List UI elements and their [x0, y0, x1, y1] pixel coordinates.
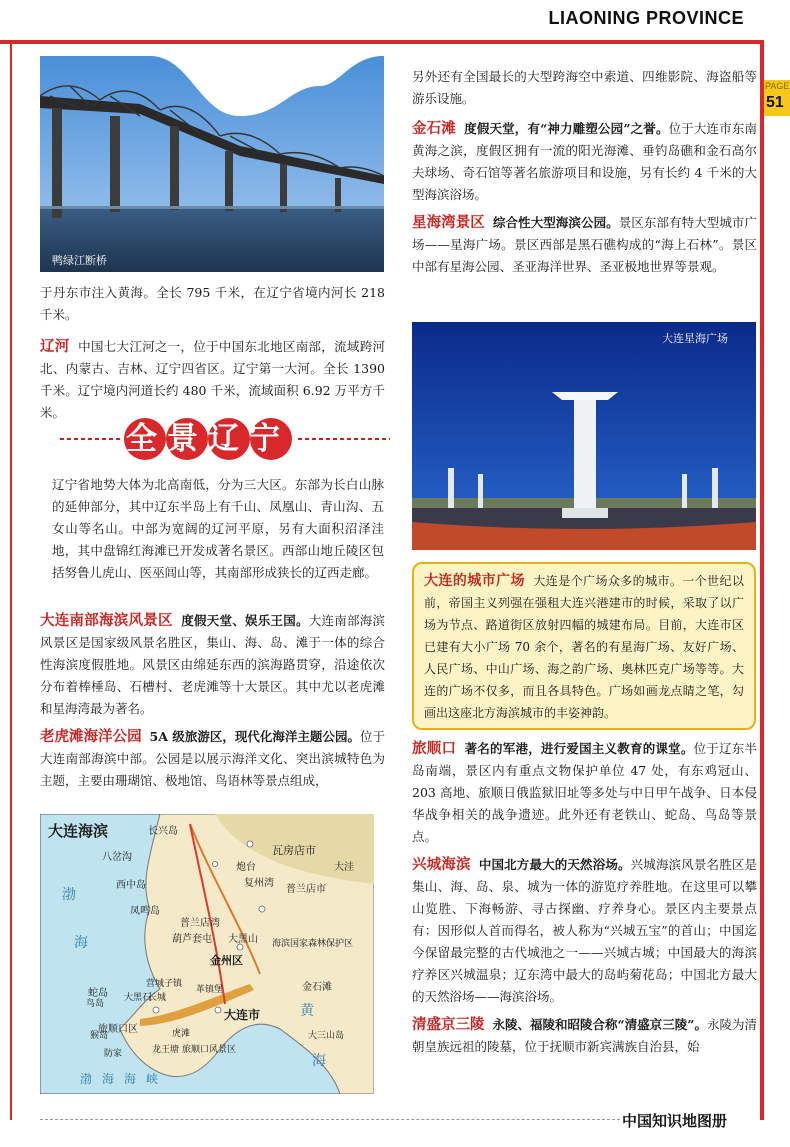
- left-rule: [10, 40, 12, 1120]
- map-sea-3: 海: [312, 1053, 326, 1069]
- right-column-top: [412, 66, 757, 278]
- map-sea-0: 渤: [62, 887, 76, 903]
- map-place-11: 金州区: [210, 954, 243, 967]
- section-banner: [60, 417, 390, 461]
- map-sea-1: 海: [74, 935, 88, 951]
- map-place-15: 蛇岛: [88, 988, 108, 999]
- bridge-photo: [40, 56, 384, 272]
- liaohe-text: 中国七大江河之一，位于中国东北地区南部，流域跨河北、内蒙古、吉林、辽宁四省区。辽宁第一大河。全长 1390 千米。辽宁境内河道长约 480 千米，流域面积 6.92 万平方千米。: [40, 339, 385, 420]
- map-place-22: 旅顺口区: [98, 1024, 138, 1035]
- square-caption: 大连星海广场: [662, 332, 728, 345]
- liaohe-heading: 辽河: [40, 339, 70, 355]
- map-place-21: 猴岛: [90, 1031, 109, 1041]
- lvshunkou-subtitle: 著名的军港，进行爱国主义教育的课堂。: [464, 741, 694, 756]
- map-sea-2: 黄: [300, 1003, 314, 1019]
- header-title: LIAONING PROVINCE: [548, 8, 744, 28]
- province-intro: 辽宁省地势大体为北高南低，分为三大区。东部为长白山脉的延伸部分，其中辽东半岛上有千山、凤凰山、青山沟、五女山等名山。中部为宽阔的辽河平原，另有大面积沼泽洼地，其中盘锦红海滩已开发成著名景区。西部山地丘陵区包括努鲁儿虎山、医巫闾山等，其南部形成狭长的辽西走廊。: [52, 477, 384, 580]
- left-column: [40, 282, 385, 424]
- map-place-28: 防家: [104, 1049, 123, 1059]
- square-photo: [412, 322, 756, 550]
- jinshitan-subtitle: 度假天堂，有“神力雕塑公园”之誉。: [464, 121, 669, 136]
- tiger-beach-heading: 老虎滩海洋公园: [40, 729, 142, 745]
- map-place-5: 西中岛: [116, 880, 146, 891]
- dalian-south-subtitle: 度假天堂、娱乐王国。: [181, 613, 309, 628]
- jinshitan-heading: 金石滩: [412, 121, 456, 137]
- map-place-18: 大黑石: [124, 993, 152, 1003]
- tiger-tail: 另外还有全国最长的大型跨海空中索道、四维影院、海盗船等游乐设施。: [412, 69, 757, 106]
- map-place-13: 海滨国家森林保护区: [272, 939, 354, 949]
- map-place-19: 长城: [148, 993, 167, 1003]
- lvshunkou-text: 位于辽东半岛南端，景区内有重点文物保护单位 47 处，有东鸡冠山、203 高地、旅顺日俄监狱旧址等多处与中日甲午战争、日本侵华战争相关的战争遗迹。此外还有老铁山、蛇岛、鸟岛等景点。: [412, 741, 757, 844]
- tiger-beach-text: 位于大连南部海滨中部。公园是以展示海洋文化、突出滨城特色为主题，主要由珊瑚馆、极地馆、鸟语林等景点组成，: [40, 729, 385, 788]
- right-rule: [760, 40, 764, 1120]
- map-place-23: 大连市: [224, 1008, 261, 1022]
- qingsheng-subtitle: 永陵、福陵和昭陵合称“清盛京三陵”。: [492, 1017, 707, 1032]
- yalu-tail: 于丹东市注入黄海。全长 795 千米，在辽宁省境内河长 218 千米。: [40, 285, 385, 322]
- map-place-25: 虎滩: [172, 1029, 191, 1039]
- map-place-1: 八岔沟: [102, 852, 132, 863]
- xingcheng-subtitle: 中国北方最大的天然浴场。: [478, 857, 631, 872]
- qingsheng-text: 永陵为清朝皇族远祖的陵墓，位于抚顺市新宾满族自治县，始: [412, 1017, 757, 1054]
- map-place-2: 瓦房店市: [272, 844, 316, 857]
- top-rule: [0, 40, 762, 44]
- city-square-sidebar: [412, 562, 756, 730]
- map-sea-4: 渤海海峡: [80, 1072, 169, 1086]
- jinshitan-text: 位于大连市东南黄海之滨，度假区拥有一流的阳光海滩、垂钓岛礁和金石高尔夫球场、奇石馆等著名旅游项目和设施，另有长约 4 千米的大型海滨浴场。: [412, 121, 757, 202]
- xinghai-heading: 星海湾景区: [412, 215, 485, 231]
- page-number: 51: [766, 94, 784, 111]
- page-tab: [764, 80, 790, 116]
- map-place-4: 大洼: [334, 862, 354, 873]
- qingsheng-heading: 清盛京三陵: [412, 1017, 485, 1033]
- map-place-17: 革镇堡: [196, 985, 224, 995]
- map-place-0: 长兴岛: [148, 826, 178, 837]
- lvshunkou-heading: 旅顺口: [412, 741, 457, 757]
- map-place-10: 葫芦套屯: [172, 934, 212, 945]
- map-place-24: 大三山岛: [308, 1031, 345, 1041]
- map-place-6: 普兰店市: [286, 884, 326, 895]
- map-place-14: 金石滩: [302, 982, 332, 993]
- footer-title: 中国知识地图册: [622, 1112, 728, 1130]
- tiger-beach-subtitle: 5A 级旅游区，现代化海洋主题公园。: [149, 729, 360, 744]
- map-place-12: 大黑山: [228, 934, 258, 945]
- map-title: 大连海滨: [48, 822, 109, 840]
- bridge-caption: 鸭绿江断桥: [52, 254, 107, 267]
- map-place-26: 龙王塘: [152, 1045, 180, 1055]
- map-place-9: 普兰店湾: [180, 918, 220, 929]
- sidebar-heading: 大连的城市广场: [424, 573, 525, 589]
- xingcheng-heading: 兴城海滨: [412, 857, 471, 873]
- page-label: PAGE: [765, 81, 790, 91]
- right-column-lower: [412, 738, 757, 1058]
- xingcheng-text: 兴城海滨风景名胜区是集山、海、岛、泉、城为一体的游览疗养胜地。在这里可以攀山览胜、下海畅游、寻古探幽、疗养身心。景区内主要景点有：因形似人首而得名，被人称为“兴城五宝”的首山；中国迄今保留最完整的古代城池之一——兴城古城；中国最大的海滨疗养区兴城温泉；辽东湾中最大的岛屿菊花岛；中国北方最大的天然浴场——海滨浴场。: [412, 857, 757, 1004]
- xinghai-text: 景区东部有特大型城市广场——星海广场。景区西部是黑石礁构成的“海上石林”。景区中部有星海公园、圣亚海洋世界、圣亚极地世界等景观。: [412, 215, 757, 274]
- footer-rule: [40, 1119, 620, 1120]
- dalian-coast-map: [40, 814, 374, 1094]
- map-place-20: 鸟岛: [86, 999, 105, 1009]
- xinghai-subtitle: 综合性大型海滨公园。: [492, 215, 619, 230]
- map-place-27: 旅顺口风景区: [182, 1045, 237, 1055]
- sidebar-text: 大连是个广场众多的城市。一个世纪以前，帝国主义列强在强租大连兴港建市的时候，采取了以广场为节点、路道街区放射四幅的城建布局。目前，大连市区已建有大小广场 70 余个，著名的有星海广场、友好广场、人民广场、中山广场、海之韵广场、奥林匹克广场等等。大连的广场不仅多，而且各具特色。广场如画龙点睛之笔，勾画出这座北方海滨城市的丰姿神韵。: [424, 574, 744, 720]
- map-place-3: 炮台: [236, 862, 256, 873]
- dalian-south-heading: 大连南部海滨风景区: [40, 613, 173, 629]
- left-column-lower: [40, 610, 385, 792]
- map-place-7: 复州湾: [244, 878, 274, 889]
- banner-title: 全景辽宁: [126, 421, 290, 457]
- map-place-8: 凤鸣岛: [130, 906, 160, 917]
- map-place-16: 营城子镇: [146, 979, 183, 989]
- dalian-south-text: 大连南部海滨风景区是国家级风景名胜区，集山、海、岛、滩于一体的综合性海滨度假胜地。风景区由绵延东西的滨海路贯穿，沿途依次分布着棒棰岛、石槽村、老虎滩等十大景区。其中尤以老虎滩和星海湾最为著名。: [40, 613, 385, 716]
